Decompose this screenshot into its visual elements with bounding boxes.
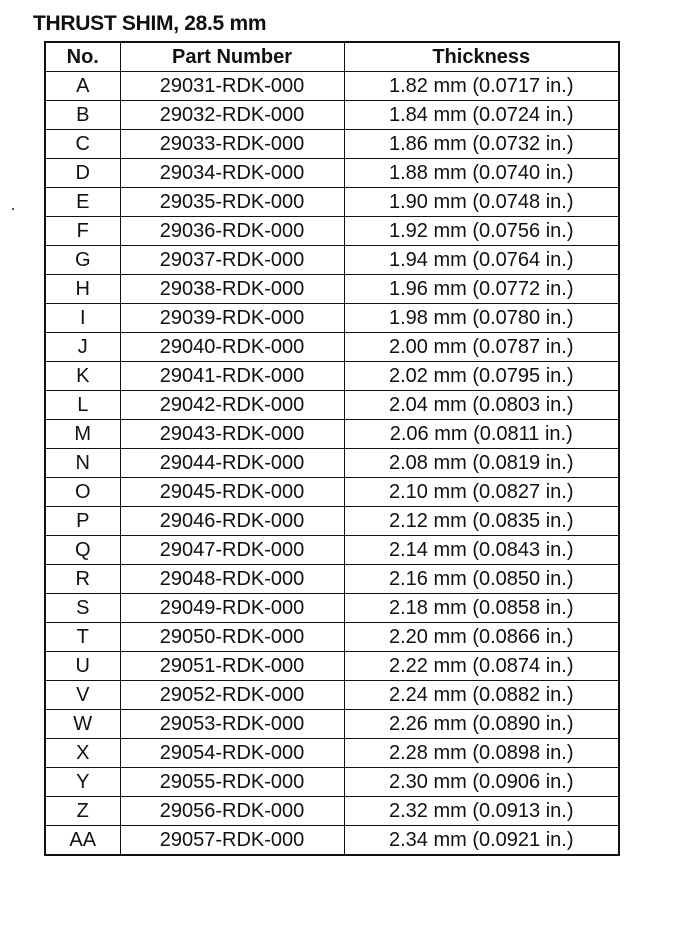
cell-part-number: 29042-RDK-000 <box>120 391 344 420</box>
cell-part-number: 29038-RDK-000 <box>120 275 344 304</box>
cell-thickness: 2.28 mm (0.0898 in.) <box>344 739 619 768</box>
cell-no: AA <box>45 826 120 856</box>
cell-no: O <box>45 478 120 507</box>
cell-no: F <box>45 217 120 246</box>
cell-thickness: 2.08 mm (0.0819 in.) <box>344 449 619 478</box>
table-row <box>45 101 619 130</box>
cell-thickness: 2.06 mm (0.0811 in.) <box>344 420 619 449</box>
cell-part-number: 29043-RDK-000 <box>120 420 344 449</box>
cell-part-number: 29031-RDK-000 <box>120 72 344 101</box>
cell-no: L <box>45 391 120 420</box>
cell-thickness: 2.14 mm (0.0843 in.) <box>344 536 619 565</box>
table-row <box>45 710 619 739</box>
cell-no: N <box>45 449 120 478</box>
table-row <box>45 246 619 275</box>
table-row <box>45 391 619 420</box>
cell-part-number: 29051-RDK-000 <box>120 652 344 681</box>
cell-thickness: 2.04 mm (0.0803 in.) <box>344 391 619 420</box>
table-row <box>45 536 619 565</box>
cell-thickness: 2.32 mm (0.0913 in.) <box>344 797 619 826</box>
table-row <box>45 826 619 856</box>
table-row <box>45 507 619 536</box>
cell-thickness: 1.94 mm (0.0764 in.) <box>344 246 619 275</box>
cell-thickness: 1.88 mm (0.0740 in.) <box>344 159 619 188</box>
cell-no: U <box>45 652 120 681</box>
cell-no: R <box>45 565 120 594</box>
cell-no: T <box>45 623 120 652</box>
cell-part-number: 29034-RDK-000 <box>120 159 344 188</box>
cell-part-number: 29056-RDK-000 <box>120 797 344 826</box>
column-header-thickness: Thickness <box>344 42 619 72</box>
cell-no: Q <box>45 536 120 565</box>
cell-thickness: 1.92 mm (0.0756 in.) <box>344 217 619 246</box>
cell-thickness: 2.34 mm (0.0921 in.) <box>344 826 619 856</box>
header-row <box>45 42 619 72</box>
cell-part-number: 29044-RDK-000 <box>120 449 344 478</box>
cell-no: Z <box>45 797 120 826</box>
cell-no: E <box>45 188 120 217</box>
cell-thickness: 2.12 mm (0.0835 in.) <box>344 507 619 536</box>
cell-part-number: 29035-RDK-000 <box>120 188 344 217</box>
cell-no: M <box>45 420 120 449</box>
cell-part-number: 29033-RDK-000 <box>120 130 344 159</box>
cell-no: K <box>45 362 120 391</box>
column-header-part-number: Part Number <box>120 42 344 72</box>
table-title: THRUST SHIM, 28.5 mm <box>33 12 267 35</box>
cell-thickness: 1.98 mm (0.0780 in.) <box>344 304 619 333</box>
table-row <box>45 304 619 333</box>
table-row <box>45 188 619 217</box>
cell-thickness: 2.26 mm (0.0890 in.) <box>344 710 619 739</box>
table-row <box>45 565 619 594</box>
table-row <box>45 217 619 246</box>
cell-part-number: 29040-RDK-000 <box>120 333 344 362</box>
table-row <box>45 478 619 507</box>
table-row <box>45 130 619 159</box>
table-body <box>45 72 619 856</box>
cell-thickness: 2.10 mm (0.0827 in.) <box>344 478 619 507</box>
cell-no: D <box>45 159 120 188</box>
cell-thickness: 1.82 mm (0.0717 in.) <box>344 72 619 101</box>
cell-no: H <box>45 275 120 304</box>
cell-part-number: 29055-RDK-000 <box>120 768 344 797</box>
cell-part-number: 29041-RDK-000 <box>120 362 344 391</box>
cell-no: B <box>45 101 120 130</box>
cell-no: P <box>45 507 120 536</box>
cell-part-number: 29048-RDK-000 <box>120 565 344 594</box>
cell-no: W <box>45 710 120 739</box>
cell-no: V <box>45 681 120 710</box>
cell-thickness: 1.84 mm (0.0724 in.) <box>344 101 619 130</box>
cell-no: Y <box>45 768 120 797</box>
table-row <box>45 594 619 623</box>
cell-thickness: 2.30 mm (0.0906 in.) <box>344 768 619 797</box>
cell-part-number: 29049-RDK-000 <box>120 594 344 623</box>
cell-thickness: 2.02 mm (0.0795 in.) <box>344 362 619 391</box>
table-row <box>45 362 619 391</box>
table-row <box>45 739 619 768</box>
cell-thickness: 2.24 mm (0.0882 in.) <box>344 681 619 710</box>
cell-thickness: 1.96 mm (0.0772 in.) <box>344 275 619 304</box>
cell-part-number: 29052-RDK-000 <box>120 681 344 710</box>
cell-thickness: 2.16 mm (0.0850 in.) <box>344 565 619 594</box>
table-row <box>45 72 619 101</box>
cell-part-number: 29050-RDK-000 <box>120 623 344 652</box>
table-row <box>45 159 619 188</box>
cell-part-number: 29046-RDK-000 <box>120 507 344 536</box>
cell-thickness: 2.00 mm (0.0787 in.) <box>344 333 619 362</box>
cell-part-number: 29037-RDK-000 <box>120 246 344 275</box>
table-row <box>45 652 619 681</box>
table-row <box>45 449 619 478</box>
cell-no: X <box>45 739 120 768</box>
cell-part-number: 29054-RDK-000 <box>120 739 344 768</box>
cell-part-number: 29057-RDK-000 <box>120 826 344 856</box>
cell-part-number: 29047-RDK-000 <box>120 536 344 565</box>
table-row <box>45 623 619 652</box>
cell-thickness: 2.22 mm (0.0874 in.) <box>344 652 619 681</box>
cell-part-number: 29045-RDK-000 <box>120 478 344 507</box>
cell-no: G <box>45 246 120 275</box>
table-row <box>45 420 619 449</box>
cell-thickness: 2.18 mm (0.0858 in.) <box>344 594 619 623</box>
table-row <box>45 768 619 797</box>
cell-no: C <box>45 130 120 159</box>
column-header-no: No. <box>45 42 120 72</box>
cell-no: A <box>45 72 120 101</box>
cell-part-number: 29032-RDK-000 <box>120 101 344 130</box>
cell-thickness: 2.20 mm (0.0866 in.) <box>344 623 619 652</box>
cell-part-number: 29036-RDK-000 <box>120 217 344 246</box>
table-row <box>45 275 619 304</box>
scan-speck <box>12 208 14 210</box>
cell-no: J <box>45 333 120 362</box>
table-row <box>45 681 619 710</box>
cell-no: S <box>45 594 120 623</box>
table-row <box>45 333 619 362</box>
cell-no: I <box>45 304 120 333</box>
cell-thickness: 1.86 mm (0.0732 in.) <box>344 130 619 159</box>
thrust-shim-table <box>44 41 620 856</box>
cell-thickness: 1.90 mm (0.0748 in.) <box>344 188 619 217</box>
cell-part-number: 29053-RDK-000 <box>120 710 344 739</box>
cell-part-number: 29039-RDK-000 <box>120 304 344 333</box>
table-row <box>45 797 619 826</box>
